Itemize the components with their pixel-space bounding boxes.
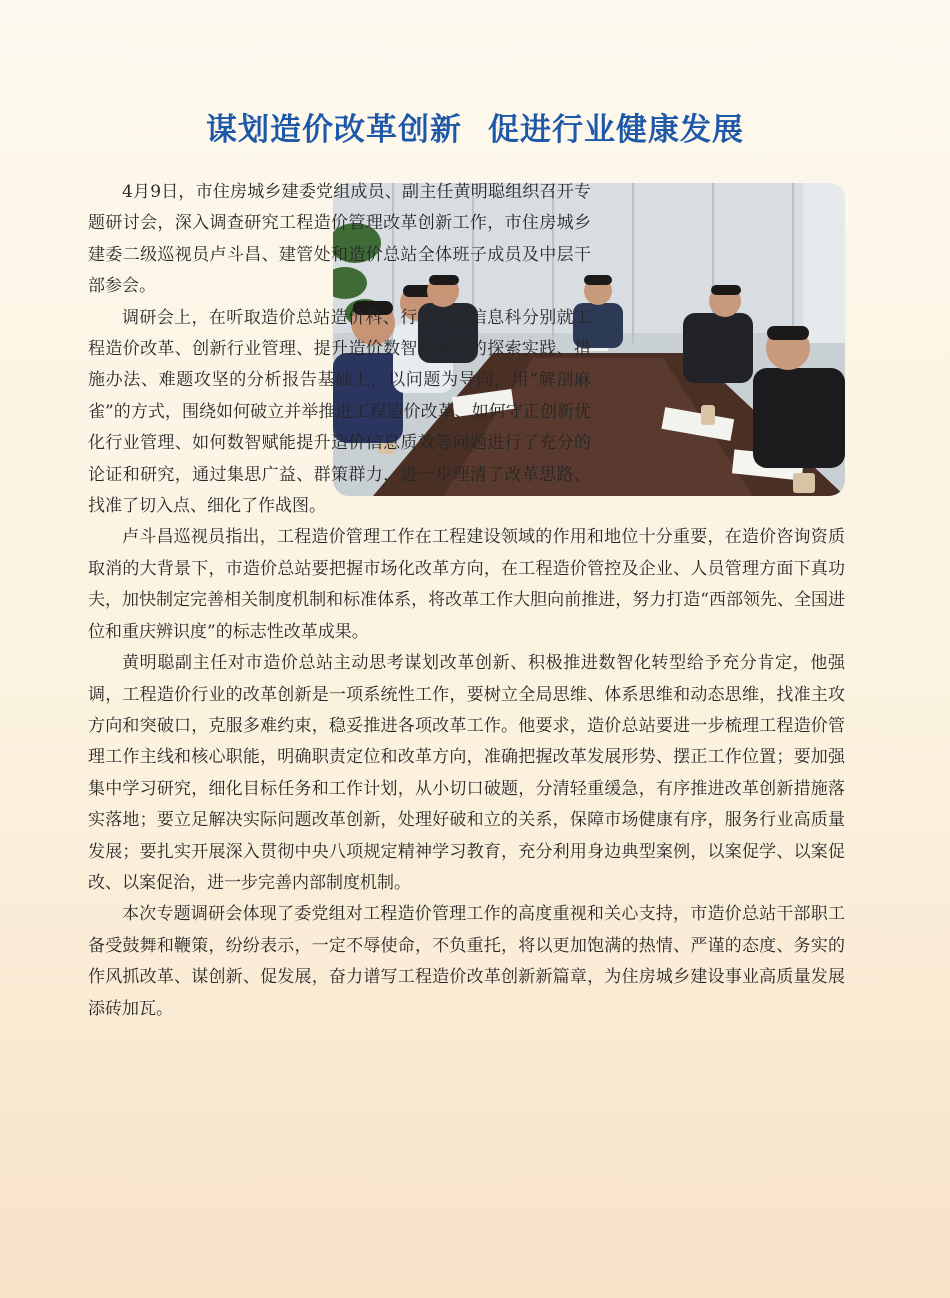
paragraph-4: 黄明聪副主任对市造价总站主动思考谋划改革创新、积极推进数智化转型给予充分肯定，他强调，工程造价行业的改革创新是一项系统性工作，要树立全局思维、体系思维和动态思维，找准主攻方向和突破口，克服多难约束，稳妥推进各项改革工作。他要求，造价总站要进一步梳理工程造价管理工作主线和核心职能，明确职责定位和改革方向，准确把握改革发展形势、摆正工作位置；要加强集中学习研究，细化目标任务和工作计划，从小切口破题，分清轻重缓急，有序推进改革创新措施落实落地；要立足解决实际问题改革创新，处理好破和立的关系，保障市场健康有序，服务行业高质量发展；要扎实开展深入贯彻中央八项规定精神学习教育，充分利用身边典型案例，以案促学、以案促改、以案促治，进一步完善内部制度机制。 — [88, 653, 845, 893]
paragraph-1: 4月9日，市住房城乡建委党组成员、副主任黄明聪组织召开专题研讨会，深入调查研究工程造价管理改革创新工作，市住房城乡建委二级巡视员卢斗昌、建管处和造价总站全体班子成员及中层干部参会。 — [88, 182, 591, 297]
paragraph-3: 卢斗昌巡视员指出，工程造价管理工作在工程建设领域的作用和地位十分重要，在造价咨询资质取消的大背景下，市造价总站要把握市场化改革方向，在工程造价管控及企业、人员管理方面下真功夫，加快制定完善相关制度机制和标准体系，将改革工作大胆向前推进，努力打造“西部领先、全国进位和重庆辨识度”的标志性改革成果。 — [88, 527, 845, 642]
article-title-part-1: 谋划造价改革创新 — [206, 112, 462, 148]
article-body — [88, 177, 845, 1025]
article-title-part-2: 促进行业健康发展 — [488, 112, 744, 148]
paragraph-5: 本次专题调研会体现了委党组对工程造价管理工作的高度重视和关心支持，市造价总站干部职工备受鼓舞和鞭策，纷纷表示，一定不辱使命，不负重托，将以更加饱满的热情、严谨的态度、务实的作风抓改革、谋创新、促发展，奋力谱写工程造价改革创新新篇章，为住房城乡建设事业高质量发展添砖加瓦。 — [88, 904, 845, 1019]
article-title — [0, 104, 950, 149]
photo-spacer — [591, 177, 845, 517]
paragraph-2: 调研会上，在听取造价总站造价科、行业科、信息科分别就工程造价改革、创新行业管理、提升造价数智化水平的探索实践、措施办法、难题攻坚的分析报告基础上，以问题为导向，用“解剖麻雀”的方式，围绕如何破立并举推进工程造价改革、如何守正创新优化行业管理、如何数智赋能提升造价信息质效等问题进行了充分的论证和研究，通过集思广益、群策群力，进一步理清了改革思路、找准了切入点、细化了作战图。 — [88, 307, 591, 517]
